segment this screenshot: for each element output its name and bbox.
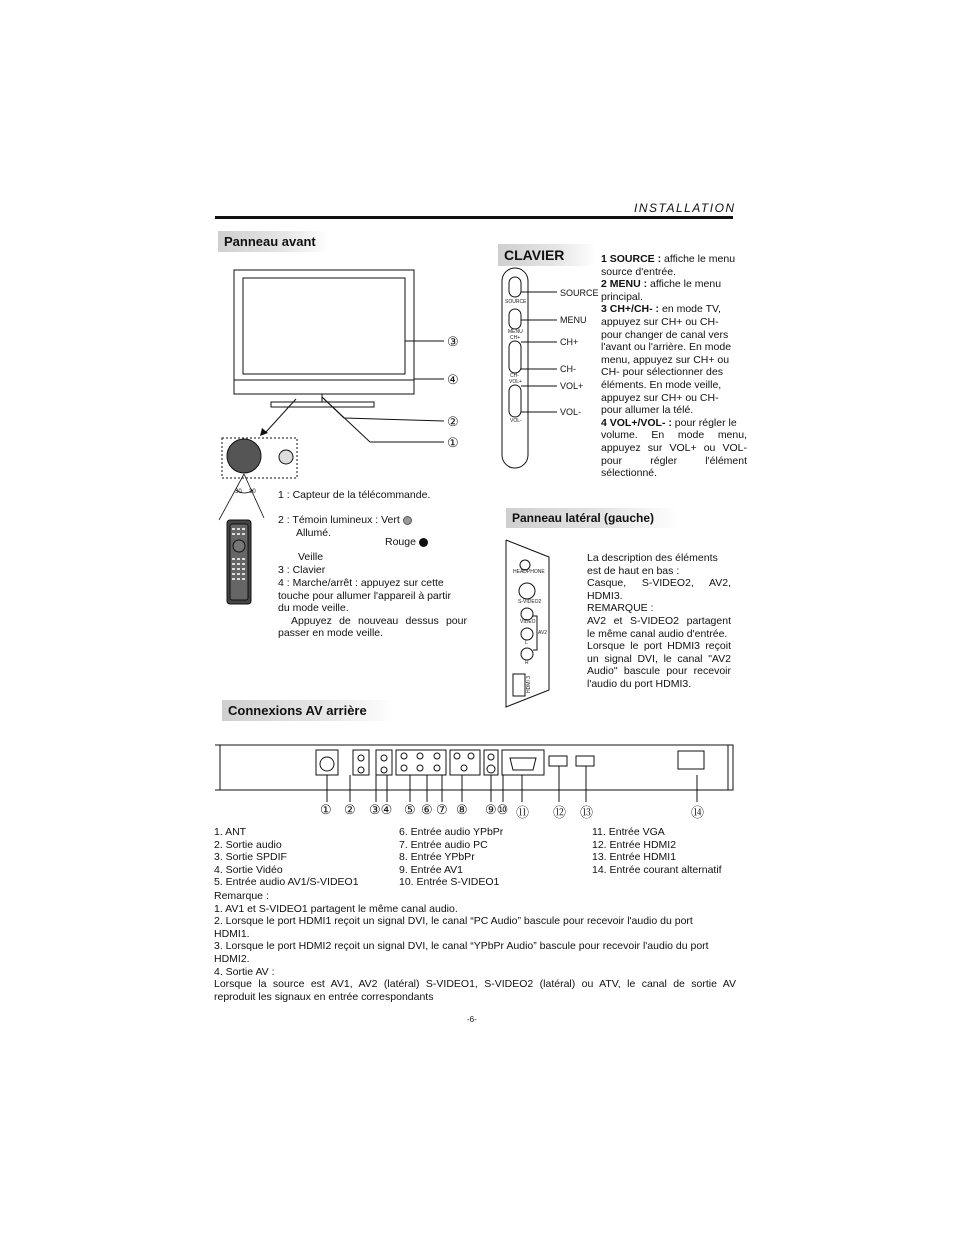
keypad-label-chplus: CH+: [560, 337, 579, 347]
rear-num-9-10: ⑨⑩: [485, 802, 509, 817]
front-item-1: 1 : Capteur de la télécommande.: [278, 489, 431, 501]
front-item-4c: du mode veille.: [278, 602, 349, 614]
front-item-3: 3 : Clavier: [278, 564, 326, 576]
front-item-2-on: Allumé.: [296, 527, 332, 539]
keypad-small-source: SOURCE: [505, 299, 527, 305]
rear-num-8: ⑧: [456, 802, 468, 817]
side-label-svideo2: S-VIDEO2: [518, 599, 542, 605]
keypad-label-source: SOURCE: [560, 288, 599, 298]
side-panel-description: La description des éléments est de haut en bas : Casque, S-VIDEO2, AV2, HDMI3. REMARQUE : AV2 et S-VIDEO2 partagent le même canal audio d'entrée. Lorsque le port HDMI3 reçoit un signal DVI, le canal "AV2 Audio" bascule pour recevoir l'audio du port HDMI3.: [587, 552, 731, 690]
rear-num-5: ⑤: [404, 802, 416, 817]
rear-title: Connexions AV arrière: [222, 700, 394, 721]
side-label-video: VIDEO: [520, 619, 536, 625]
side-label-av2: AV2: [538, 630, 548, 636]
rear-legend-col2: 6. Entrée audio YPbPr 7. Entrée audio PC 8. Entrée YPbPr 9. Entrée AV1 10. Entrée S-VIDEO1: [399, 826, 504, 889]
side-label-headphone: HEADPHONE: [513, 569, 545, 575]
rear-legend-col3: 11. Entrée VGA 12. Entrée HDMI2 13. Entrée HDMI1 14. Entrée courant alternatif: [592, 826, 722, 876]
front-item-4b: touche pour allumer l'appareil à partir: [278, 590, 452, 602]
keypad-title: CLAVIER: [498, 244, 596, 266]
callout-2: ②: [447, 414, 459, 429]
side-label-r: R: [525, 660, 529, 666]
keypad-label-volminus: VOL-: [560, 407, 582, 417]
rear-num-1: ①: [320, 802, 332, 817]
front-item-4a: 4 : Marche/arrêt : appuyez sur cette: [278, 577, 444, 589]
keypad-label-menu: MENU: [560, 315, 587, 325]
front-panel-title: Panneau avant: [218, 231, 330, 252]
callout-1: ①: [447, 435, 459, 450]
rear-num-13: ⑬: [580, 805, 594, 820]
keypad-label-volplus: VOL+: [560, 381, 584, 391]
keypad-small-chplus: CH+: [510, 335, 521, 341]
sensor-angle-right: 30: [249, 489, 256, 495]
keypad-small-menu: MENU: [508, 329, 523, 335]
side-panel-title: Panneau latéral (gauche): [506, 508, 678, 528]
rear-notes: Remarque : 1. AV1 et S-VIDEO1 partagent le même canal audio. 2. Lorsque le port HDMI1 reçoit un signal DVI, le canal “PC Audio” bascule pour recevoir l'audio du port HDMI1. 3. Lorsque le port HDMI2 reçoit un signal DVI, le canal “YPbPr Audio” bascule pour recevoir l'audio du port HDMI2. 4. Sortie AV : Lorsque la source est AV1, AV2 (latéral) S-VIDEO1, S-VIDEO2 (latéral) ou ATV, le canal de sortie AV reproduit les signaux en entrée correspondants: [214, 890, 736, 1003]
side-label-l: L: [525, 640, 528, 646]
keypad-small-volplus: VOL+: [509, 379, 522, 385]
rear-num-7: ⑦: [436, 802, 448, 817]
front-item-4d: Appuyez de nouveau dessus pour: [291, 615, 467, 627]
front-item-2: 2 : Témoin lumineux : Vert: [278, 514, 412, 527]
rear-num-12: ⑫: [553, 805, 567, 820]
keypad-small-volminus: VOL-: [510, 418, 522, 424]
callout-3: ③: [447, 334, 459, 349]
sensor-angle-left: 30: [235, 489, 242, 495]
rear-num-3-4: ③④: [369, 802, 393, 817]
rear-num-14: ⑭: [691, 805, 705, 820]
rear-legend-col1: 1. ANT 2. Sortie audio 3. Sortie SPDIF 4. Sortie Vidéo 5. Entrée audio AV1/S-VIDEO1: [214, 826, 359, 889]
front-item-2-red: Rouge: [385, 536, 428, 549]
callout-4: ④: [447, 372, 459, 387]
keypad-description: 1 SOURCE : affiche le menu source d'entrée. 2 MENU : affiche le menu principal. 3 CH+/CH- : en mode TV, appuyez sur CH+ ou CH- pour changer de canal vers l'avant ou l'arrière. En mode menu, appuyez sur CH+ ou CH- pour sélectionner des éléments. En mode veille, appuyez sur CH+ ou CH- pour allumer la télé. 4 VOL+/VOL- : pour régler le volume. En mode menu, appuyez sur VOL+ ou VOL- pour régler l'élément sélectionné.: [601, 253, 747, 480]
front-item-2-standby: Veille: [298, 551, 324, 563]
keypad-label-chminus: CH-: [560, 364, 576, 374]
page-number: -6-: [467, 1015, 477, 1024]
rear-num-11: ⑪: [516, 805, 530, 820]
header-title: INSTALLATION: [634, 201, 736, 215]
keypad-small-chminus: CH-: [510, 373, 519, 379]
side-label-hdmi3: HDMI 3: [526, 676, 532, 693]
rear-num-2: ②: [344, 802, 356, 817]
front-item-4e: passer en mode veille.: [278, 627, 384, 639]
rear-num-6: ⑥: [421, 802, 433, 817]
